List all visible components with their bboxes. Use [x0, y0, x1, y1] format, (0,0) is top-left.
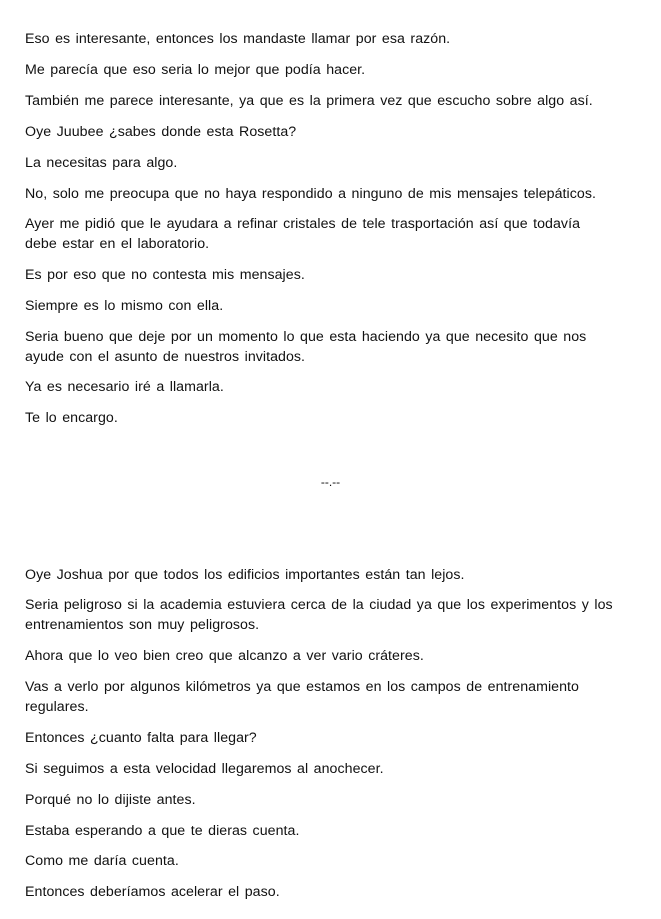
paragraph: Es por eso que no contesta mis mensajes.	[25, 267, 305, 283]
paragraph: Porqué no lo dijiste antes.	[25, 792, 196, 808]
paragraph: Si seguimos a esta velocidad llegaremos al anochecer.	[25, 761, 384, 777]
paragraph: Entonces ¿cuanto falta para llegar?	[25, 730, 257, 746]
paragraph: Ahora que lo veo bien creo que alcanzo a ver vario cráteres.	[25, 648, 424, 664]
paragraph: Ayer me pidió que le ayudara a refinar cristales de tele trasportación así que todavía debe estar en el laboratorio.	[25, 216, 581, 252]
paragraph: Seria bueno que deje por un momento lo que esta haciendo ya que necesito que nos ayude con el asunto de nuestros invitados.	[25, 329, 587, 365]
paragraph: Ya es necesario iré a llamarla.	[25, 379, 224, 395]
paragraph: Me parecía que eso seria lo mejor que podía hacer.	[25, 62, 366, 78]
paragraph: Eso es interesante, entonces los mandaste llamar por esa razón.	[25, 31, 451, 47]
paragraph: Vas a verlo por algunos kilómetros ya que estamos en los campos de entrenamiento regulares.	[25, 679, 579, 715]
paragraph: Oye Juubee ¿sabes donde esta Rosetta?	[25, 124, 297, 140]
paragraph: No, solo me preocupa que no haya respondido a ninguno de mis mensajes telepáticos.	[25, 186, 596, 202]
paragraph: Entonces deberíamos acelerar el paso.	[25, 884, 280, 900]
paragraph: Oye Joshua por que todos los edificios importantes están tan lejos.	[25, 567, 465, 583]
paragraph: Como me daría cuenta.	[25, 853, 179, 869]
paragraph: Te lo encargo.	[25, 410, 118, 426]
paragraph: También me parece interesante, ya que es la primera vez que escucho sobre algo así.	[25, 93, 593, 109]
paragraph: La necesitas para algo.	[25, 155, 178, 171]
section-separator: --.--	[320, 475, 341, 489]
paragraph: Seria peligroso si la academia estuviera cerca de la ciudad ya que los experimentos y los entrenamientos son muy peligrosos.	[25, 597, 613, 633]
paragraph: Estaba esperando a que te dieras cuenta.	[25, 823, 300, 839]
paragraph: Siempre es lo mismo con ella.	[25, 298, 224, 314]
